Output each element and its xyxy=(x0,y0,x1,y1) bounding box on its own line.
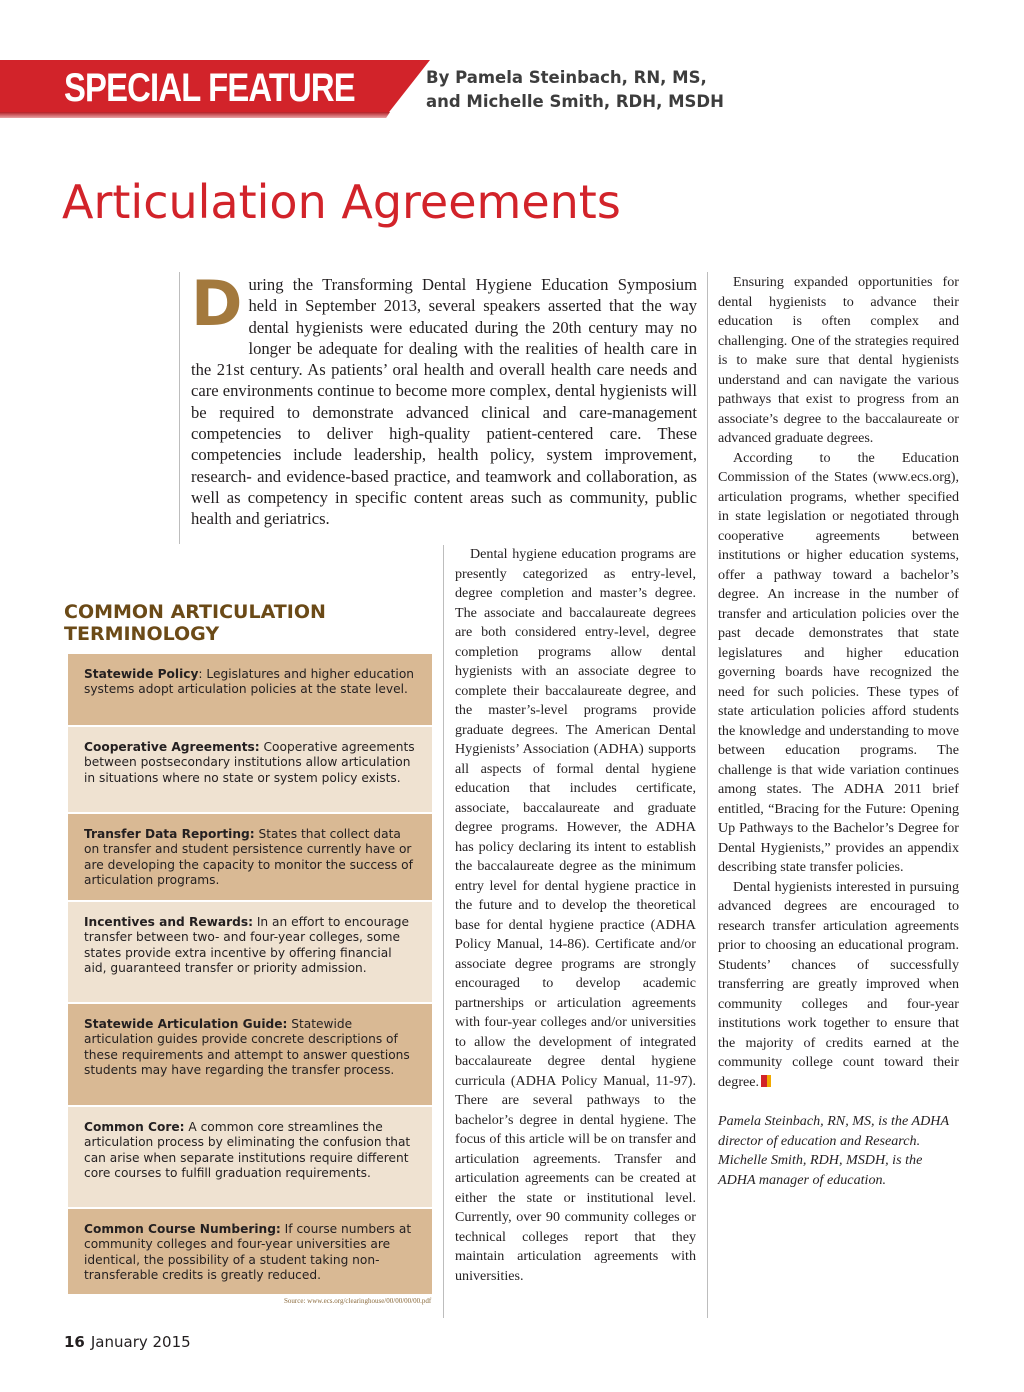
article-title: Articulation Agreements xyxy=(62,175,621,229)
column3-paragraph-2: According to the Education Commission of the States (www.ecs.org), articulation programs, whether specified in state legislation or negotiated through cooperative agreements between institutions or higher education systems, offer a pathway toward a bachelor’s degree. An increase in the number of transfer and articulation policies over the past decade demonstrates that state legislatures and higher education governing boards have recognized the need for such policies. These types of state articulation policies afford students the knowledge and understanding to move between education programs. The challenge is that wide variation continues among states. The ADHA 2011 brief entitled, “Bracing for the Future: Opening Up Pathways to the Bachelor’s Degree for Dental Hygienists,” provides an appendix describing state transfer policies. xyxy=(718,449,959,875)
term-name: Statewide Articulation Guide: xyxy=(84,1017,288,1031)
section-banner-shadow xyxy=(0,112,390,118)
term-item xyxy=(68,727,432,814)
sidebar-title xyxy=(64,601,326,645)
term-item xyxy=(68,654,432,727)
term-name: Common Course Numbering: xyxy=(84,1222,281,1236)
term-item xyxy=(68,1004,432,1107)
term-item xyxy=(68,1107,432,1209)
term-definition: States that collect data on transfer and student persistence currently have or are developing the capacity to monitor the success of articulation programs. xyxy=(84,827,413,887)
issue-date: January 2015 xyxy=(90,1333,191,1351)
term-name: Transfer Data Reporting: xyxy=(84,827,255,841)
column-divider-right xyxy=(707,272,708,1318)
sidebar-title-line-1: COMMON ARTICULATION xyxy=(64,601,326,623)
term-definition: Cooperative agreements between postsecondary institutions allow articulation in situations where no state or system policy exists. xyxy=(84,740,415,785)
drop-cap: D xyxy=(191,267,243,340)
page-footer xyxy=(64,1333,191,1351)
sidebar-source: Source: www.ecs.org/clearinghouse/00/00/00/00.pdf xyxy=(284,1297,432,1305)
author-bio: Pamela Steinbach, RN, MS, is the ADHA director of education and Research. Michelle Smith, RDH, MSDH, is the ADHA manager of education. xyxy=(718,1113,949,1188)
term-name: Common Core: xyxy=(84,1120,185,1134)
term-definition: Statewide articulation guides provide concrete descriptions of these requirements and attempt to answer questions students may have regarding the transfer process. xyxy=(84,1017,410,1077)
byline xyxy=(426,66,724,114)
byline-line-2: and Michelle Smith, RDH, MSDH xyxy=(426,92,724,111)
sidebar-title-line-2: TERMINOLOGY xyxy=(64,623,220,645)
term-name: Statewide Policy xyxy=(84,667,199,681)
term-definition: A common core streamlines the articulation process by eliminating the confusion that can arise when separate institutions require different core courses to fulfill graduation requirements. xyxy=(84,1120,411,1180)
term-definition: : Legislatures and higher education systems adopt articulation policies at the state level. xyxy=(84,667,414,697)
term-item xyxy=(68,814,432,902)
column-divider-left xyxy=(443,545,444,1318)
column3-paragraph-3-text: Dental hygienists interested in pursuing advanced degrees are encouraged to research transfer articulation agreements prior to choosing an educational program. Students’ chances of successfully transferring are greatly improved when community colleges and four-year institutions work together to ensure that the majority of credits earned at the community college count toward their degree. xyxy=(718,878,959,1090)
article-column-3 xyxy=(718,273,959,1190)
intro-text: uring the Transforming Dental Hygiene Education Symposium held in September 2013, several speakers asserted that the way dental hygienists were educated during the 20th century may no longer be adequate for dealing with the realities of health care in the 21st century. As patients’ oral health and overall health care needs and care environments continue to become more complex, dental hygienists will be required to demonstrate advanced clinical and care-management competencies to deliver high-quality patient-centered care. These competencies include leadership, health policy, system improvement, research- and evidence-based practice, and teamwork and collaboration, as well as competency in specific content areas such as community, public health and geriatrics. xyxy=(191,275,697,529)
intro-paragraph xyxy=(191,267,697,530)
intro-divider xyxy=(179,272,180,544)
byline-line-1: By Pamela Steinbach, RN, MS, xyxy=(426,68,707,87)
section-label: SPECIAL FEATURE xyxy=(64,66,355,110)
end-of-article-icon xyxy=(761,1075,771,1087)
term-item xyxy=(68,902,432,1004)
term-name: Cooperative Agreements: xyxy=(84,740,260,754)
page-number: 16 xyxy=(64,1333,85,1351)
article-column-2 xyxy=(455,545,696,1286)
column2-paragraph: Dental hygiene education programs are presently categorized as entry-level, degree completion and master’s degree. The associate and baccalaureate degrees are both considered entry-level, degree completion programs allow dental hygienists with an associate degree to complete their baccalaureate degree, and the master’s-level programs provide graduate degrees. The American Dental Hygienists’ Association (ADHA) supports all aspects of formal dental hygiene education that includes certificate, associate, baccalaureate and graduate degree programs. However, the ADHA has policy declaring its intent to establish the baccalaureate degree as the minimum entry level for dental hygiene practice in the future and to develop the theoretical base for dental hygiene practice (ADHA Policy Manual, 14-86). Certificate and/or associate degree programs are strongly encouraged to develop academic partnerships or articulation agreements with four-year colleges and/or universities to allow the development of integrated baccalaureate degree dental hygiene curricula (ADHA Policy Manual, 11-97). There are several pathways to the bachelor’s degree in dental hygiene. The focus of this article will be on transfer and articulation agreements. Transfer and articulation agreements can be created at either the state or institutional level. Currently, over 90 community colleges or technical colleges report that they maintain articulation agreements with universities. xyxy=(455,546,696,1284)
column3-paragraph-3 xyxy=(718,878,959,1093)
terminology-list xyxy=(68,654,432,1296)
term-definition: If course numbers at community colleges and four-year universities are identical, the possibility of a student taking non-transferable credits is greatly reduced. xyxy=(84,1222,412,1282)
term-definition: In an effort to encourage transfer between two- and four-year colleges, some states provide extra incentive by offering financial aid, guaranteed transfer or priority admission. xyxy=(84,915,410,975)
term-item xyxy=(68,1209,432,1296)
term-name: Incentives and Rewards: xyxy=(84,915,253,929)
column3-paragraph-1: Ensuring expanded opportunities for dental hygienists to advance their education is often complex and challenging. One of the strategies required is to make sure that dental hygienists understand and can navigate the various pathways that exist to progress from an associate’s degree to the baccalaureate or advanced graduate degrees. xyxy=(718,274,959,446)
